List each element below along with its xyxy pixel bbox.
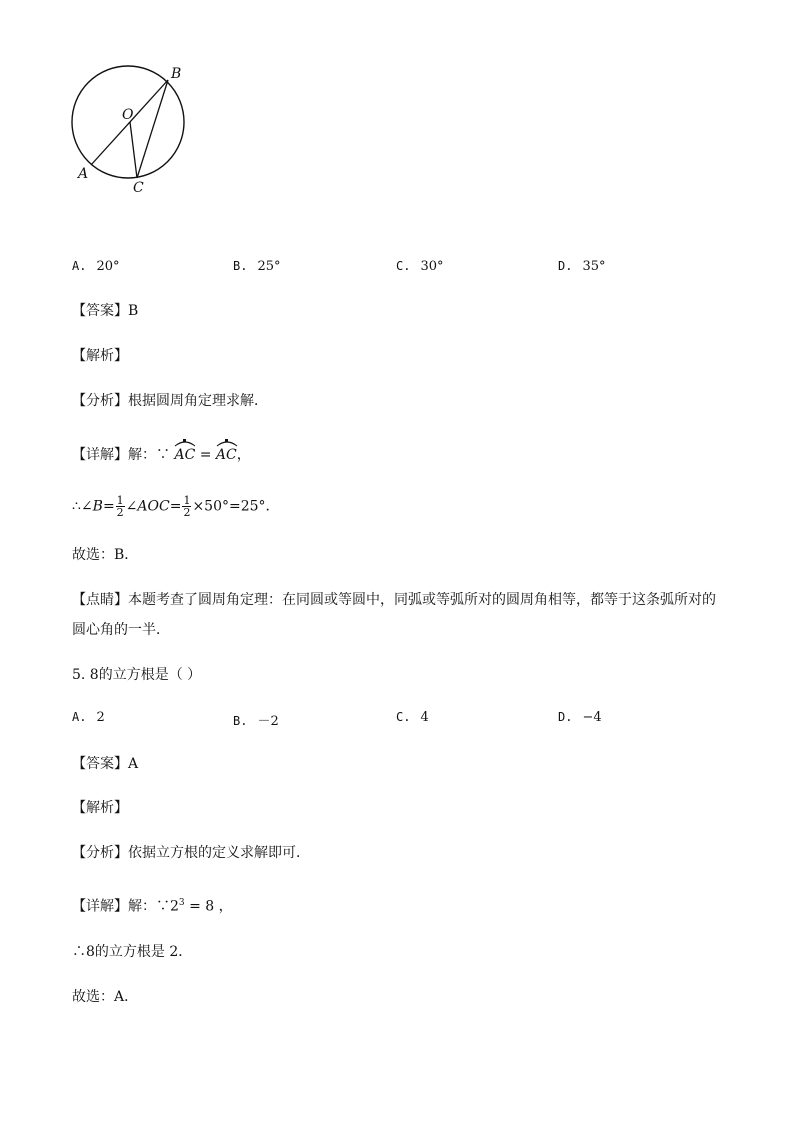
q5-detail: [72, 893, 233, 917]
label-o: O: [122, 107, 134, 123]
detail-eq: =: [199, 447, 212, 463]
arc-ac-1-text: AC: [174, 447, 196, 463]
fraction-half-1: [116, 495, 125, 518]
calc-tail: ×50°=25°．: [192, 498, 280, 515]
arc-ac-2-text: AC: [215, 447, 237, 463]
q5-fenxi: [72, 843, 310, 863]
q4-answer: [72, 301, 138, 321]
q5-option-b: [233, 710, 279, 729]
segment-bc: [137, 80, 168, 178]
detail-tag: 【详解】: [72, 447, 128, 463]
frac-num: 1: [183, 494, 191, 507]
option-text: 4: [420, 710, 429, 725]
label-c: C: [133, 180, 144, 196]
q5-conclusion: ∴8的立方根是 2．: [72, 944, 193, 960]
dianjing-text: 本题考查了圆周角定理：在同圆或等圆中，同弧或等弧所对的圆周角相等，都等于这条弧所对的: [128, 592, 716, 608]
option-letter: A.: [72, 710, 87, 724]
var-aoc: AOC: [137, 498, 170, 515]
arc-ac-2: [216, 441, 237, 465]
option-text: 35°: [582, 259, 606, 274]
frac-den: 2: [116, 506, 124, 519]
q4-analysis-heading: 【解析】: [72, 348, 128, 364]
frac-num: 1: [116, 494, 124, 507]
q4-choose: 故选：B．: [72, 547, 139, 563]
detail-suffix: ，: [236, 447, 251, 463]
q5-option-c: [396, 710, 429, 725]
arc-mark-icon: [174, 439, 196, 447]
option-text: 2: [96, 710, 105, 725]
option-letter: D.: [558, 259, 573, 273]
arc-mark-icon: [216, 439, 238, 447]
answer-tag: 【答案】: [72, 303, 128, 319]
q5-analysis-heading: 【解析】: [72, 800, 128, 816]
q5-answer: [72, 754, 138, 774]
q5-option-a: [72, 710, 105, 725]
q4-fenxi: [72, 391, 268, 411]
q5-option-d: [558, 710, 602, 725]
answer-value: B: [128, 303, 139, 319]
q4-option-a: [72, 259, 120, 274]
dianjing-tag: 【点睛】: [72, 592, 128, 608]
q4-dianjing-cont: 圆心角的一半．: [72, 622, 170, 638]
option-text: －2: [257, 714, 279, 729]
option-text: 25°: [257, 259, 281, 274]
detail-prefix: 解：∵2: [128, 898, 179, 915]
answer-value: A: [128, 756, 139, 772]
fenxi-text: 根据圆周角定理求解．: [128, 393, 268, 409]
option-text: 20°: [96, 259, 120, 274]
option-letter: B.: [233, 259, 248, 273]
eq2: =: [169, 498, 182, 515]
option-letter: D.: [558, 710, 573, 724]
segment-oc: [130, 122, 137, 178]
frac-den: 2: [183, 506, 191, 519]
therefore-angle: ∴∠: [72, 498, 93, 515]
eq1: =: [102, 498, 115, 515]
option-letter: A.: [72, 259, 87, 273]
fenxi-tag: 【分析】: [72, 845, 128, 861]
option-text: −4: [582, 710, 602, 725]
option-letter: B.: [233, 714, 248, 728]
detail-tag: 【详解】: [72, 898, 128, 915]
q5-choose: 故选：A．: [72, 989, 139, 1005]
option-letter: C.: [396, 710, 411, 724]
fraction-half-2: [182, 495, 191, 518]
fenxi-tag: 【分析】: [72, 393, 128, 409]
q4-detail: [72, 441, 251, 465]
option-letter: C.: [396, 259, 411, 273]
q4-option-d: [558, 259, 606, 274]
option-text: 30°: [420, 259, 444, 274]
q5-question: 5. 8的立方根是（ ）: [72, 667, 202, 683]
q4-option-c: [396, 259, 444, 274]
label-b: B: [171, 66, 182, 82]
detail-suffix: = 8 ，: [184, 898, 233, 915]
detail-prefix: 解：∵: [128, 447, 170, 463]
q4-dianjing: [72, 590, 716, 610]
exponent: 3: [178, 898, 185, 908]
var-b: B: [92, 498, 103, 515]
q4-option-b: [233, 259, 281, 274]
q4-calc: [72, 495, 280, 518]
fenxi-text: 依据立方根的定义求解即可．: [128, 845, 310, 861]
label-a: A: [78, 166, 89, 182]
angle-sign: ∠: [125, 498, 138, 515]
answer-tag: 【答案】: [72, 756, 128, 772]
arc-ac-1: [174, 441, 195, 465]
